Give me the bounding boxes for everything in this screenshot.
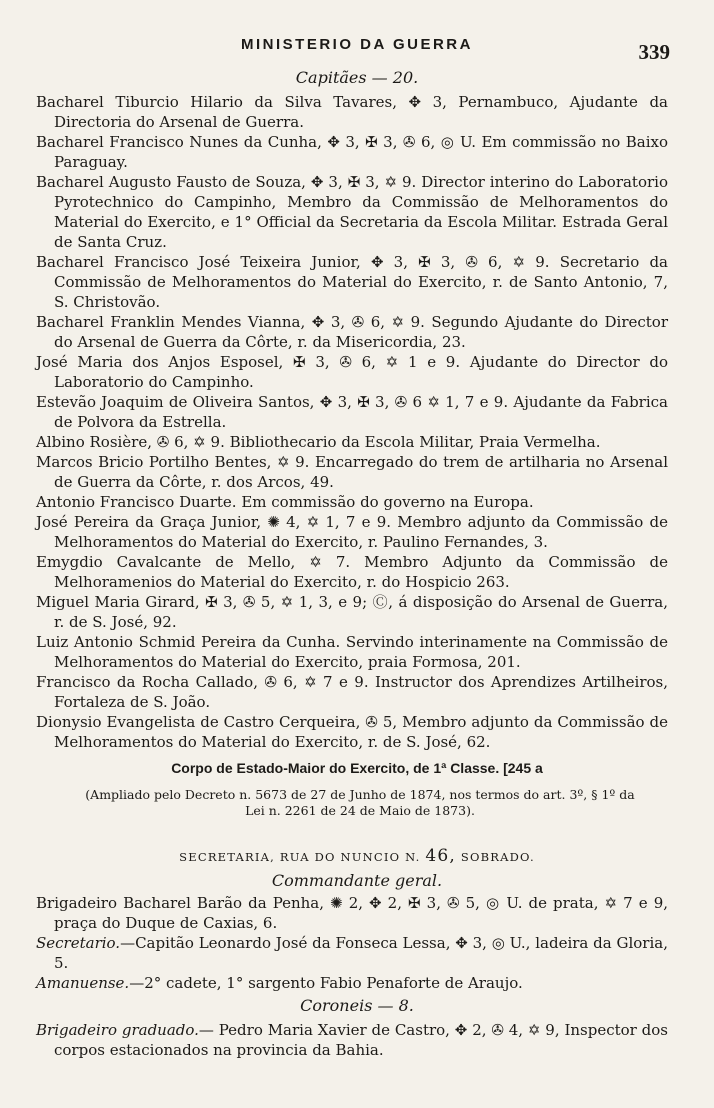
list-item — [36, 893, 668, 933]
list-item: Albino Rosière, ✇ 6, ✡ 9. Bibliothecario da Escola Militar, Praia Vermelha. — [36, 433, 601, 451]
entry-text: Brigadeiro Bacharel Barão da Penha, ✺ 2, ✥ 2, ✠ 3, ✇ 5, ◎ U. de prata, ✡ 7 e 9, praça do Duque de Caxias, 6. — [36, 894, 668, 932]
list-item — [36, 933, 668, 973]
list-item: Dionysio Evangelista de Castro Cerqueira, ✇ 5, Membro adjunto da Commissão de Melhoramentos do Material do Exercito, r. de S. José, 62. — [36, 713, 668, 751]
list-item: Bacharel Augusto Fausto de Souza, ✥ 3, ✠ 3, ✡ 9. Director interino do Laboratorio Pyrotechnico do Campinho, Membro da Commissão de Melhoramentos do Material do Exercito, e 1° Official da Secretaria da Escola Militar. Estrada Geral de Santa Cruz. — [36, 173, 668, 251]
list-item: José Maria dos Anjos Esposel, ✠ 3, ✇ 6, ✡ 1 e 9. Ajudante do Director do Laboratorio do Campinho. — [36, 353, 668, 391]
list-item: Bacharel Franklin Mendes Vianna, ✥ 3, ✇ 6, ✡ 9. Segundo Ajudante do Director do Arsenal de Guerra da Côrte, r. da Misericordia, 23. — [36, 313, 668, 351]
list-item: Francisco da Rocha Callado, ✇ 6, ✡ 7 e 9. Instructor dos Aprendizes Artilheiros, Fortaleza de S. João. — [36, 673, 668, 711]
entry-text: —Capitão Leonardo José da Fonseca Lessa, ✥ 3, ◎ U., ladeira da Gloria, 5. — [54, 934, 668, 972]
secretaria-number: 46, — [425, 846, 457, 866]
secretaria-tail: SOBRADO. — [460, 850, 535, 864]
corpo-note: (Ampliado pelo Decreto n. 5673 de 27 de Junho de 1874, nos termos do art. 3º, § 1º da Lei n. 2261 de 24 de Maio de 1873). — [85, 787, 635, 818]
secretaria-text: SECRETARIA, RUA DO NUNCIO N. — [179, 850, 421, 864]
list-item: Luiz Antonio Schmid Pereira da Cunha. Servindo interinamente na Commissão de Melhoramentos do Material do Exercito, praia Formosa, 201. — [36, 633, 668, 671]
list-item: Miguel Maria Girard, ✠ 3, ✇ 5, ✡ 1, 3, e 9; Ⓒ, á disposição do Arsenal de Guerra, r. de S. José, 92. — [36, 593, 668, 631]
list-item: Antonio Francisco Duarte. Em commissão do governo na Europa. — [36, 493, 534, 511]
list-item: José Pereira da Graça Junior, ✺ 4, ✡ 1, 7 e 9. Membro adjunto da Commissão de Melhoramentos do Material do Exercito, r. Paulino Fernandes, 3. — [36, 513, 668, 551]
ministry-title: MINISTERIO DA GUERRA — [241, 36, 473, 53]
list-item: Estevão Joaquim de Oliveira Santos, ✥ 3, ✠ 3, ✇ 6 ✡ 1, 7 e 9. Ajudante da Fabrica de Polvora da Estrella. — [36, 393, 668, 431]
list-item: Bacharel Francisco José Teixeira Junior, ✥ 3, ✠ 3, ✇ 6, ✡ 9. Secretario da Commissão de Melhoramentos do Material do Exercito, r. de Santo Antonio, 7, S. Christovão. — [36, 253, 668, 311]
entry-text: —2° cadete, 1° sargento Fabio Penaforte de Araujo. — [129, 974, 523, 992]
page-number: 339 — [638, 40, 670, 64]
list-item — [36, 973, 668, 993]
entry-text: — Pedro Maria Xavier de Castro, ✥ 2, ✇ 4, ✡ 9, Inspector dos corpos estacionados na provincia da Bahia. — [54, 1021, 669, 1059]
coroneis-list — [36, 1020, 668, 1060]
list-item: Marcos Bricio Portilho Bentes, ✡ 9. Encarregado do trem de artilharia no Arsenal de Guerra da Côrte, r. dos Arcos, 49. — [36, 453, 668, 491]
entry-label: Secretario. — [36, 934, 121, 952]
entry-label: Brigadeiro graduado. — [36, 1021, 199, 1039]
commandante-heading: Commandante geral. — [271, 871, 443, 890]
capitaes-list — [36, 92, 668, 752]
list-item — [36, 1020, 668, 1060]
list-item: Bacharel Tiburcio Hilario da Silva Tavares, ✥ 3, Pernambuco, Ajudante da Directoria do Arsenal de Guerra. — [36, 93, 668, 131]
commandante-list — [36, 893, 668, 993]
coroneis-heading: Coroneis — 8. — [300, 996, 414, 1015]
entry-label: Amanuense. — [36, 974, 130, 992]
page-header — [0, 36, 714, 62]
capitaes-heading: Capitães — 20. — [295, 68, 419, 87]
list-item: Emygdio Cavalcante de Mello, ✡ 7. Membro Adjunto da Commissão de Melhoramenios do Material do Exercito, r. do Hospicio 263. — [36, 553, 668, 591]
list-item: Bacharel Francisco Nunes da Cunha, ✥ 3, ✠ 3, ✇ 6, ◎ U. Em commissão no Baixo Paraguay. — [36, 133, 668, 171]
secretaria-address — [0, 846, 714, 866]
corpo-title: Corpo de Estado-Maior do Exercito, de 1ª Classe. [245 a — [171, 760, 543, 776]
